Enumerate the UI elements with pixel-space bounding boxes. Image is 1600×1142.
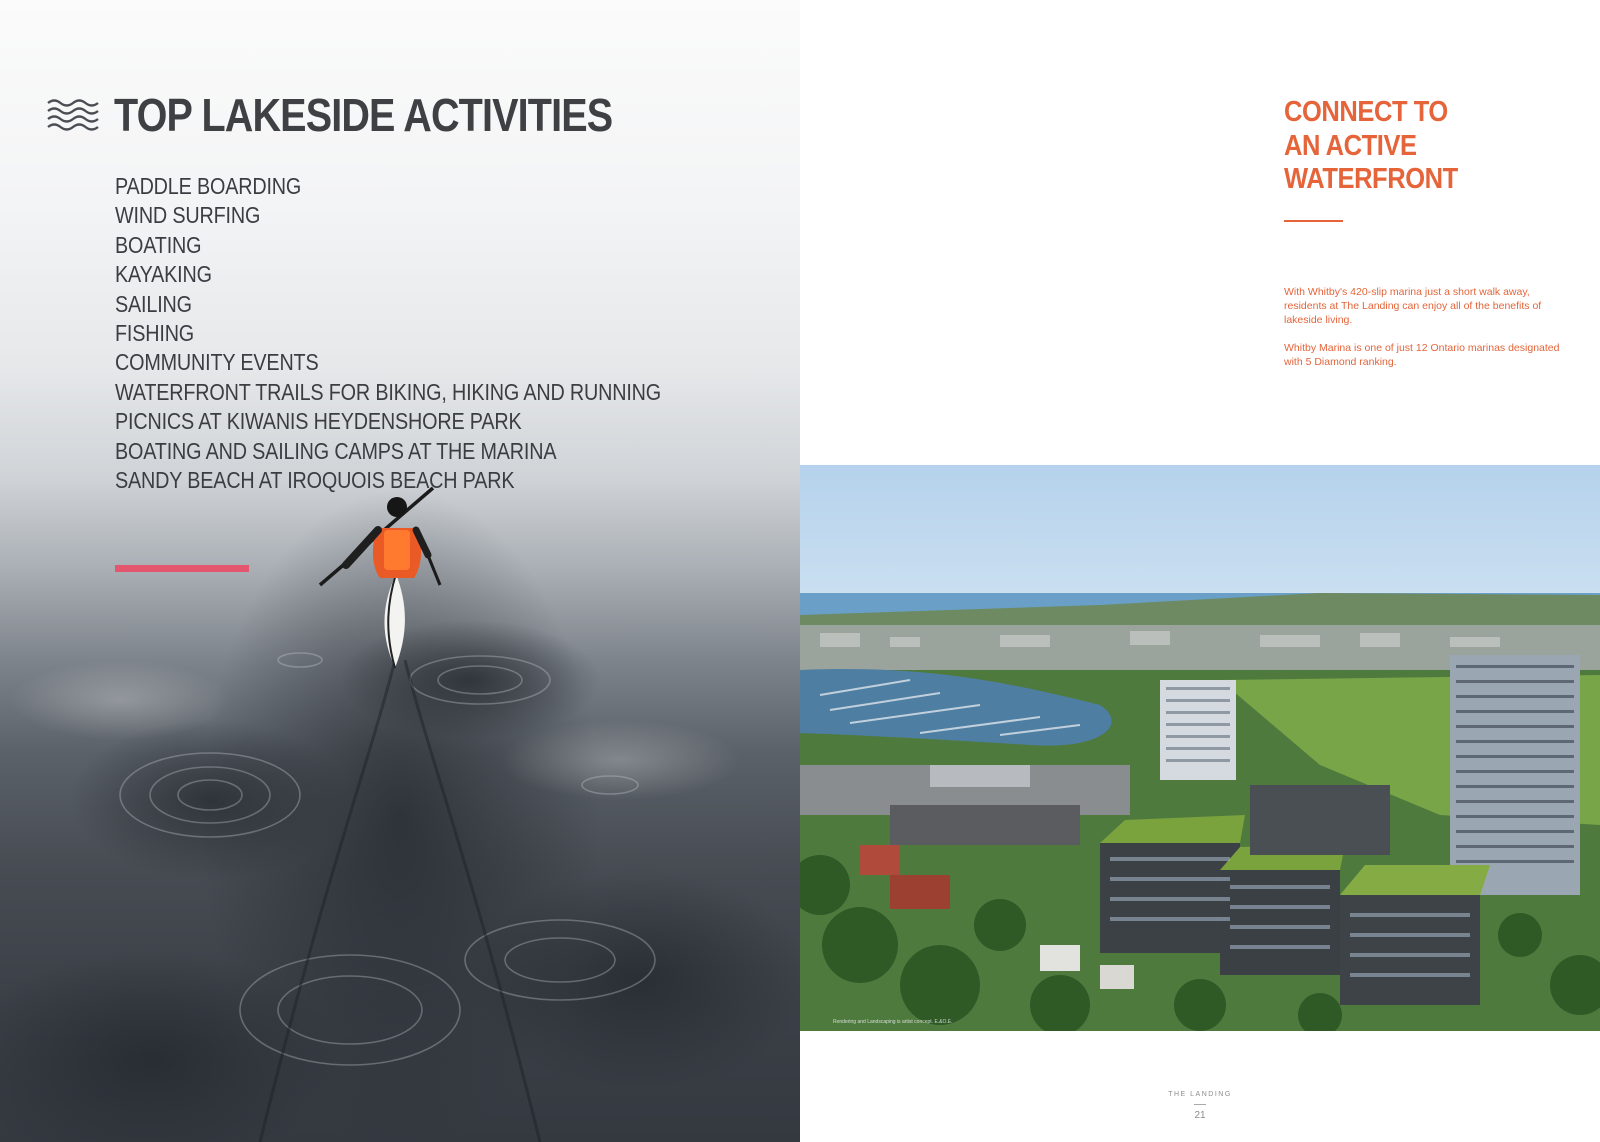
list-item: FISHING	[115, 319, 195, 346]
list-item: WATERFRONT TRAILS FOR BIKING, HIKING AND RUNNING	[115, 378, 662, 405]
activity-list	[115, 172, 750, 495]
list-item: SANDY BEACH AT IROQUOIS BEACH PARK	[115, 466, 515, 493]
paragraph: With Whitby's 420-slip marina just a short walk away, residents at The Landing can enjoy all of the benefits of lakeside living.	[1284, 286, 1542, 326]
section-heading-line: CONNECT TO	[1284, 96, 1448, 128]
aerial-marina-photo	[800, 465, 1600, 1031]
section-heading-line: AN ACTIVE	[1284, 129, 1417, 162]
page-title: TOP LAKESIDE ACTIVITIES	[114, 89, 613, 141]
section-heading	[1284, 96, 1548, 197]
footer-brand: THE LANDING	[1168, 1091, 1232, 1098]
paragraph: Whitby Marina is one of just 12 Ontario marinas designated with 5 Diamond ranking.	[1284, 342, 1560, 368]
list-item: WIND SURFING	[115, 202, 261, 229]
list-item: BOATING	[115, 231, 202, 258]
section-heading-line: WATERFRONT	[1284, 163, 1458, 195]
list-item: SAILING	[115, 290, 192, 317]
list-item: BOATING AND SAILING CAMPS AT THE MARINA	[115, 437, 557, 464]
list-item: KAYAKING	[115, 261, 212, 288]
list-item: COMMUNITY EVENTS	[115, 349, 319, 376]
accent-divider	[115, 565, 249, 572]
right-page	[800, 0, 1600, 1142]
heading-row	[46, 89, 693, 141]
photo-caption: Rendering and Landscaping is artist concept. E.&O.E.	[833, 1019, 953, 1025]
waves-icon	[46, 97, 100, 133]
body-text	[1284, 285, 1564, 383]
list-item: PICNICS AT KIWANIS HEYDENSHORE PARK	[115, 408, 522, 435]
page-number: 21	[1194, 1110, 1206, 1121]
heading-divider	[1284, 220, 1343, 222]
aerial-illustration	[800, 465, 1600, 1031]
list-item: PADDLE BOARDING	[115, 173, 302, 199]
footer-divider	[1194, 1104, 1206, 1105]
